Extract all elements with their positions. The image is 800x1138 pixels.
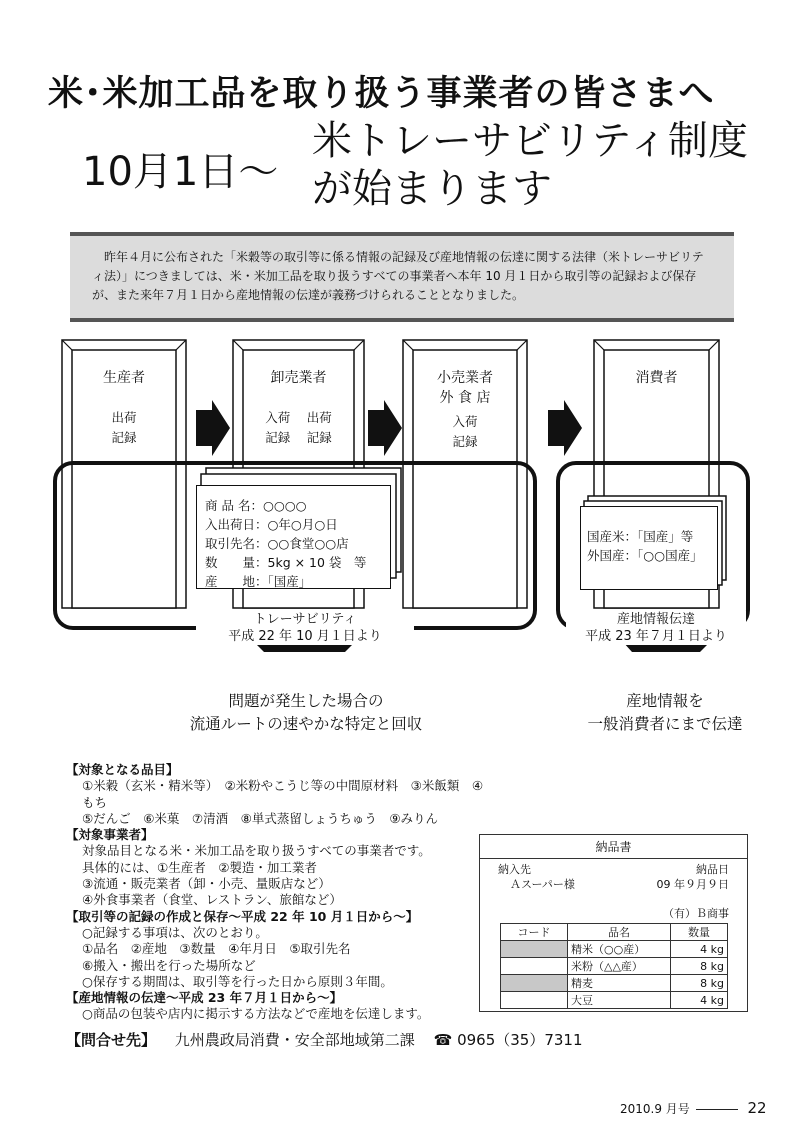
stage-name: 小売業者 外 食 店: [437, 370, 493, 406]
issue-label: 2010.9 月号: [620, 1102, 690, 1116]
stage-line: 入荷 出荷: [265, 410, 332, 425]
stage-line: 出荷: [111, 410, 137, 425]
contact-org: 九州農政局消費・安全部地域第二課: [174, 1031, 415, 1049]
origin-caption: [566, 611, 746, 645]
stage-name: 卸売業者: [270, 370, 327, 386]
list-item: ○商品の包装や店内に掲示する方法などで産地を伝達します。: [82, 1006, 430, 1022]
slip-line: 取引先名：○○食堂○○店: [205, 536, 349, 551]
list-item: ○記録する事項は、次のとおり。: [82, 924, 268, 940]
origin-slip: [580, 506, 718, 590]
table-cell: 大豆: [568, 992, 671, 1009]
table-cell: 精麦: [568, 975, 671, 992]
table-cell: 8 kg: [671, 975, 728, 992]
column-header: コード: [501, 924, 568, 941]
contact-phone: 0965（35）7311: [457, 1031, 583, 1049]
stage-name: 生産者: [103, 370, 145, 386]
phone-icon: ☎: [433, 1031, 453, 1049]
stage-line: 入荷: [452, 414, 478, 429]
slip-line: 数 量：5kg × 10 袋 等: [205, 555, 367, 570]
stage-wholesale: [243, 368, 354, 448]
slip-line: 国産米：「国産」等: [587, 529, 694, 544]
footer-rule: [696, 1109, 738, 1110]
table-cell: [501, 992, 568, 1009]
stage-consumer: [604, 368, 709, 388]
invoice-to-label: 納入先: [498, 863, 531, 876]
list-heading: 【取引等の記録の作成と保存～平成 22 年 10 月１日から～】: [66, 908, 419, 924]
stage-producer: [72, 368, 176, 448]
slip-line: 商 品 名：○○○○: [205, 498, 307, 513]
table-cell: [501, 975, 568, 992]
slip-line: 外国産：「○○国産」: [587, 548, 703, 563]
result-line: 産地情報を: [626, 692, 704, 710]
stage-name: 消費者: [635, 370, 678, 386]
invoice-issuer: （有）Ｂ商事: [663, 907, 729, 920]
list-item: 具体的には、①生産者 ②製造・加工業者: [82, 859, 317, 875]
flow-arrow-2: [368, 400, 402, 456]
page-subtitle: 米トレーサビリティ制度が始まります: [312, 118, 748, 212]
invoice-sample: [479, 834, 748, 1012]
intro-paragraph: 昨年４月に公布された「米穀等の取引等に係る情報の記録及び産地情報の伝達に関する法律（米トレーサビリティ法）」につきましては、米・米加工品を取り扱うすべての事業者へ本年 10 月１日から取引等の記録および保存が、また来年７月１日から産地情報の伝達が義務づけられることとなりました。: [70, 232, 734, 322]
caption-line: 平成 22 年 10 月１日より: [228, 629, 382, 644]
list-heading: 【対象となる品目】: [66, 762, 179, 777]
table-cell: [501, 941, 568, 958]
start-date: 10月1日～: [82, 149, 279, 195]
info-lists: [66, 762, 486, 1023]
page-title: 米･米加工品を取り扱う事業者の皆さまへ: [48, 74, 715, 114]
flow-arrow-1: [196, 400, 230, 456]
result-line: 一般消費者にまで伝達: [587, 715, 743, 733]
slip-line: 入出荷日：○年○月○日: [205, 517, 338, 532]
table-cell: 4 kg: [671, 992, 728, 1009]
invoice-date: 09 年９月９日: [656, 878, 729, 891]
list-item: 対象品目となる米・米加工品を取り扱うすべての事業者です。: [82, 843, 431, 859]
table-cell: 米粉（△△産）: [568, 958, 671, 975]
slip-line: 産 地：「国産」: [205, 574, 312, 589]
record-slip: [196, 485, 391, 589]
column-header: 品名: [568, 924, 671, 941]
page-footer: [620, 1099, 767, 1117]
table-cell: [501, 958, 568, 975]
traceability-caption: [196, 611, 414, 645]
list-item: ⑤だんご ⑥米菓 ⑦清酒 ⑧単式蒸留しょうちゅう ⑨みりん: [82, 810, 439, 826]
page-number: 22: [747, 1099, 767, 1117]
invoice-to: Ａスーパー様: [510, 878, 575, 891]
table-cell: 精米（○○産）: [568, 941, 671, 958]
caption-line: 平成 23 年７月１日より: [585, 629, 727, 644]
list-item: ③流通・販売業者（卸・小売、量販店など）: [82, 876, 331, 892]
result-line: 問題が発生した場合の: [228, 692, 384, 710]
invoice-table: [500, 923, 728, 1009]
list-item: ④外食事業者（食堂、レストラン、旅館など）: [82, 892, 342, 908]
caption-line: トレーサビリティ: [253, 612, 357, 627]
invoice-title: 納品書: [480, 838, 747, 859]
column-header: 数量: [671, 924, 728, 941]
table-cell: 8 kg: [671, 958, 728, 975]
invoice-date-label: 納品日: [696, 863, 729, 876]
stage-retail: [413, 368, 517, 452]
flow-arrow-3: [548, 400, 582, 456]
result-left: [156, 690, 456, 736]
list-item: ①品名 ②産地 ③数量 ④年月日 ⑤取引先名: [82, 941, 351, 957]
stage-line: 記録: [452, 434, 478, 449]
stage-line: 記録: [111, 430, 137, 445]
list-item: ⑥搬入・搬出を行った場所など: [82, 957, 256, 973]
stage-line: 記録 記録: [265, 430, 332, 445]
contact-line: [66, 1029, 583, 1050]
table-cell: 4 kg: [671, 941, 728, 958]
list-item: ①米穀（玄米・精米等） ②米粉やこうじ等の中間原材料 ③米飯類 ④もち: [82, 778, 484, 810]
list-heading: 【対象事業者】: [66, 827, 154, 843]
result-right: [560, 690, 770, 736]
contact-label: 【問合せ先】: [66, 1031, 157, 1049]
list-heading: 【産地情報の伝達～平成 23 年７月１日から～】: [66, 990, 343, 1006]
result-line: 流通ルートの速やかな特定と回収: [189, 715, 423, 733]
caption-line: 産地情報伝達: [616, 612, 695, 627]
list-item: ○保存する期間は、取引等を行った日から原則３年間。: [82, 973, 393, 989]
